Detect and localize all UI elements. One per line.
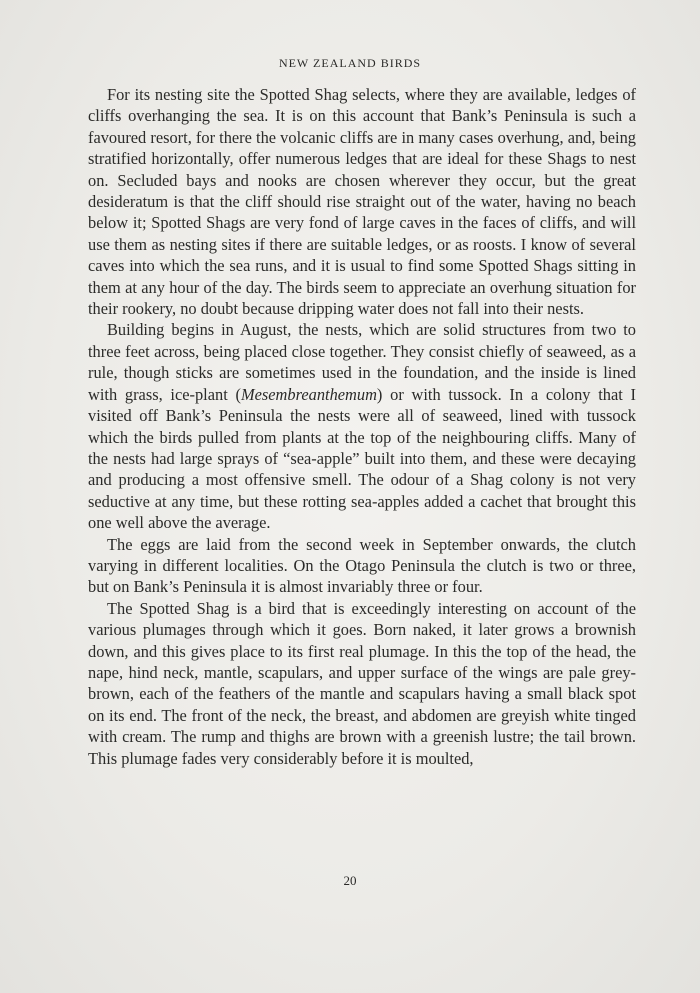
paragraph-building	[88, 319, 636, 533]
page-number: 20	[343, 873, 357, 888]
running-head: NEW ZEALAND BIRDS	[278, 56, 422, 70]
body-text	[88, 84, 636, 769]
paragraph-building-text-after: ) or with tussock. In a colony that I visited off Bank’s Peninsula the nests were all of seaweed, lined with tussock which the birds pulled from plants at the top of the neighbouring cliffs. Many of the nests had large sprays of “sea-apple” built into them, and these were decaying and producing a most offensive smell. The odour of a Shag colony is not very seductive at any time, but these rotting sea-apples added a cachet that brought this one well above the average.	[88, 384, 636, 533]
paragraph-building-text-before: Building begins in August, the nests, which are solid structures from two to three feet across, being placed close together. They consist chiefly of seaweed, as a rule, though sticks are sometimes used in the foundation, and the inside is lined with grass, ice-plant (	[88, 320, 636, 404]
paragraph-plumage: The Spotted Shag is a bird that is exceedingly interesting on account of the various plumages through which it goes. Born naked, it later grows a brownish down, and this gives place to its first real plumage. In this the top of the head, the nape, hind neck, mantle, scapulars, and upper surface of the wings are pale grey-brown, each of the feathers of the mantle and scapulars having a small black spot on its end. The front of the neck, the breast, and abdomen are greyish white tinged with cream. The rump and thighs are brown with a greenish lustre; the tail brown. This plumage fades very considerably before it is moulted,	[88, 598, 636, 768]
paragraph-eggs: The eggs are laid from the second week in September onwards, the clutch varying in different localities. On the Otago Peninsula the clutch is two or three, but on Bank’s Peninsula it is almost invariably three or four.	[88, 534, 636, 597]
species-name-italic: Mesembreanthemum	[240, 384, 377, 404]
paragraph-nesting-site: For its nesting site the Spotted Shag selects, where they are available, ledges of cliffs overhanging the sea. It is on this account that Bank’s Peninsula is such a favoured resort, for there the volcanic cliffs are in many cases overhung, and, being stratified horizontally, offer numerous ledges that are ideal for these Shags to nest on. Secluded bays and nooks are chosen wherever they occur, but the great desideratum is that the cliff should rise straight out of the water, having no beach below it; Spotted Shags are very fond of large caves in the faces of cliffs, and will use them as nesting sites if there are suitable ledges, or as roosts. I know of several caves into which the sea runs, and it is usual to find some Spotted Shags sitting in them at any hour of the day. The birds seem to appreciate an overhung situation for their rookery, no doubt because dripping water does not fall into their nests.	[88, 85, 636, 319]
